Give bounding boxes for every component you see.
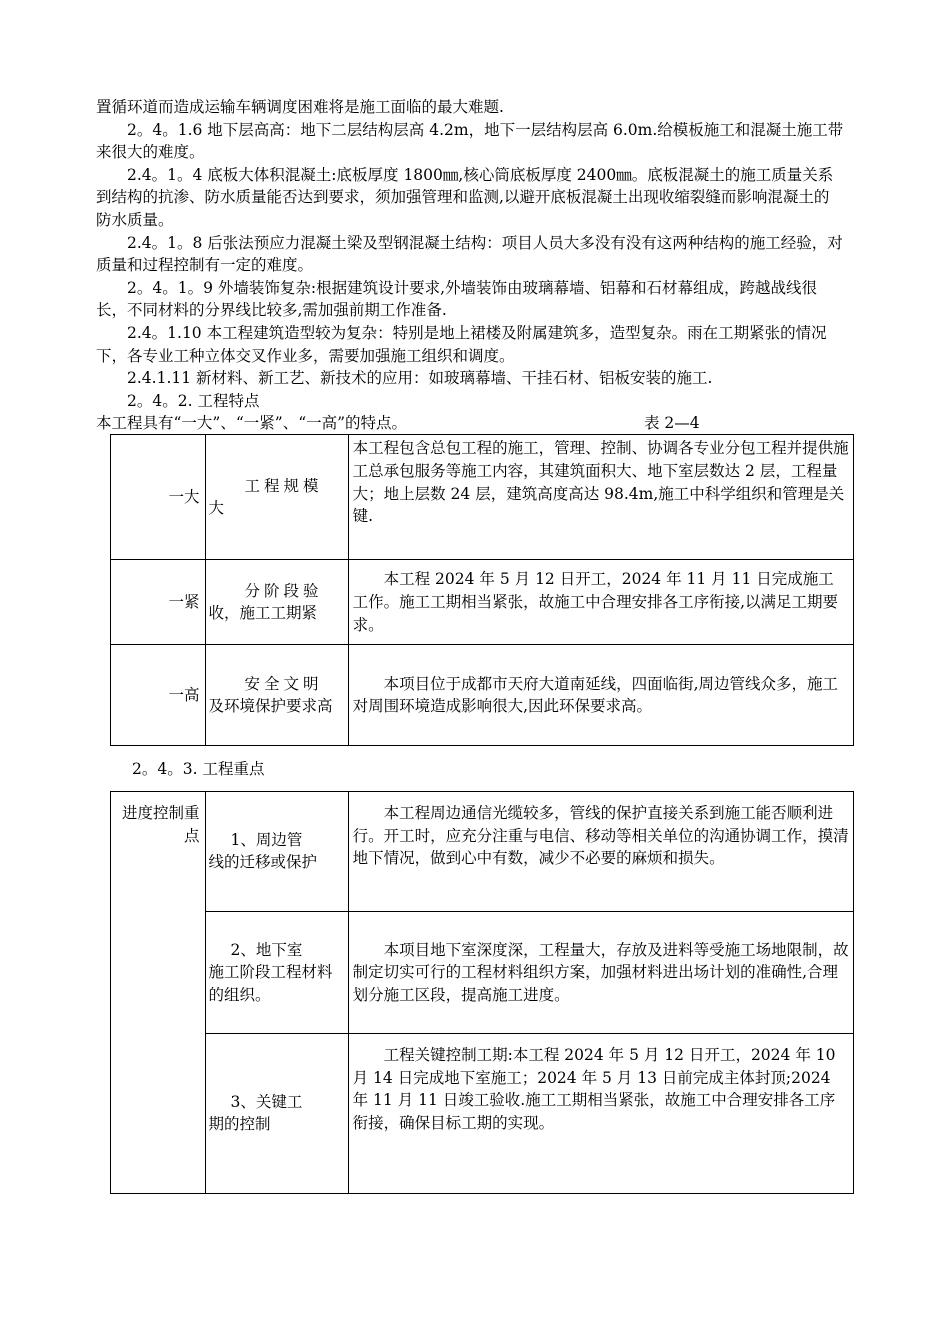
- label-line: 收，施工工期紧: [208, 604, 317, 623]
- paragraph: 2.4.1.11 新材料、新工艺、新技术的应用：如玻璃幕墙、干挂石材、铝板安装的施工.: [127, 369, 713, 388]
- paragraph: 2.4。1。8 后张法预应力混凝土梁及型钢混凝土结构：项目人员大多没有没有这两种结构的施工经验，对质量和过程控制有一定的难度。: [96, 233, 843, 275]
- table-caption: [96, 412, 844, 434]
- label-line: 2、地下室: [230, 940, 303, 959]
- row-label: [206, 560, 348, 645]
- section-heading: 2。4。3. 工程重点: [132, 760, 265, 779]
- paragraph: 2。4。1。9 外墙装饰复杂:根据建筑设计要求,外墙装饰由玻璃幕墙、铝幕和石材幕组成，跨越战线很长，不同材料的分界线比较多,需加强前期工作准备.: [96, 278, 818, 320]
- table-row: [111, 791, 854, 911]
- label-line: 1、周边管: [230, 830, 303, 849]
- row-description: 本工程 2024 年 5 月 12 日开工，2024 年 11 月 11 日完成施工工作。施工工期相当紧张，故施工中合理安排各工序衔接,以满足工期要求。: [348, 560, 853, 645]
- paragraph: 置循环道而造成运输车辆调度困难将是施工面临的最大难题.: [96, 98, 504, 116]
- row-description: 本项目位于成都市天府大道南延线，四面临街,周边管线众多，施工对周围环境造成影响很大,因此环保要求高。: [348, 645, 853, 746]
- paragraph: 2.4。1。4 底板大体积混凝土:底板厚度 1800㎜,核心筒底板厚度 2400㎜。底板混凝土的施工质量关系到结构的抗渗、防水质量能否达到要求，须加强管理和监测,以避开底板混凝土出现收缩裂缝而影响混凝土的防水质量。: [96, 165, 834, 229]
- label-line: 线的迁移或保护: [208, 853, 317, 872]
- label-line: 3、关键工: [230, 1092, 303, 1111]
- row-description: 本工程周边通信光缆较多，管线的保护直接关系到施工能否顺利进行。开工时，应充分注重与电信、移动等相关单位的沟通协调工作，摸清地下情况，做到心中有数，减少不必要的麻烦和损失。: [348, 791, 853, 911]
- paragraph: 2.4。1.10 本工程建筑造型较为复杂：特别是地上裙楼及附属建筑多，造型复杂。雨在工期紧张的情况下，各专业工种立体交叉作业多，需要加强施工组织和调度。: [96, 323, 827, 365]
- row-category: 一高: [111, 645, 206, 746]
- table-row: [111, 645, 854, 746]
- label-line: 施工阶段工程材料的组织。: [208, 963, 333, 1004]
- row-label: [206, 1033, 348, 1193]
- features-table: [110, 434, 854, 746]
- caption-text: 本工程具有“一大”、“一紧”、“一高”的特点。: [96, 414, 408, 433]
- row-category: 一紧: [111, 560, 206, 645]
- label-line: 分阶段验: [244, 581, 323, 600]
- table-row: [111, 1033, 854, 1193]
- document-page: [96, 96, 849, 1194]
- label-line: 期的控制: [208, 1115, 271, 1134]
- label-line: 及环境保护要求高: [208, 697, 333, 716]
- table-row: [111, 435, 854, 560]
- label-line: 工程规模: [244, 476, 323, 495]
- label-line: 大: [208, 499, 224, 518]
- row-description: 工程关键控制工期:本工程 2024 年 5 月 12 日开工，2024 年 10 月 14 日完成地下室施工；2024 年 5 月 13 日前完成主体封顶;2024 年 11 月 11 日竣工验收.施工工期相当紧张，故施工中合理安排各工序衔接，确保目标工期的实现。: [348, 1033, 853, 1193]
- row-description: 本工程包含总包工程的施工，管理、控制、协调各专业分包工程并提供施工总承包服务等施工内容，其建筑面积大、地下室层数达 2 层，工程量大；地上层数 24 层，建筑高度高达 98.4m,施工中科学组织和管理是关键.: [348, 435, 853, 560]
- section-heading: 2。4。2. 工程特点: [127, 391, 260, 410]
- table-row: [111, 560, 854, 645]
- row-label: [206, 435, 348, 560]
- key-points-table: [110, 791, 854, 1194]
- row-category: 一大: [111, 435, 206, 560]
- label-line: 安全文明: [244, 674, 323, 693]
- row-description: 本项目地下室深度深，工程量大，存放及进料等受施工场地限制，故制定切实可行的工程材料组织方案，加强材料进出场计划的准确性,合理划分施工区段，提高施工进度。: [348, 911, 853, 1033]
- row-label: [206, 645, 348, 746]
- table-number: 表 2—4: [644, 414, 700, 433]
- category-cell: 进度控制重点: [111, 791, 206, 1193]
- row-label: [206, 911, 348, 1033]
- table-row: [111, 911, 854, 1033]
- paragraph: 2。4。1.6 地下层高高：地下二层结构层高 4.2m，地下一层结构层高 6.0m.给模板施工和混凝土施工带来很大的难度。: [96, 120, 844, 162]
- row-label: [206, 791, 348, 911]
